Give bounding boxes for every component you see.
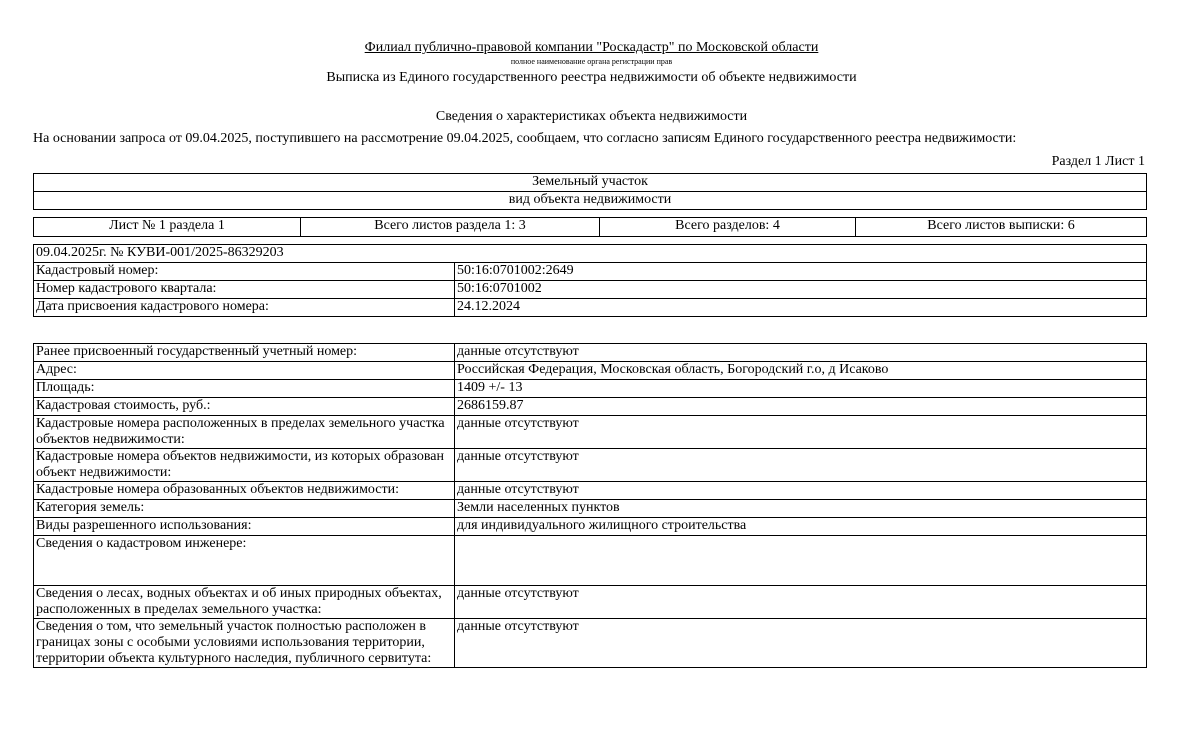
row-label: Дата присвоения кадастрового номера: [34, 299, 455, 317]
row-label: Ранее присвоенный государственный учетный номер: [34, 344, 455, 362]
document-title: Выписка из Единого государственного реестра недвижимости об объекте недвижимости [326, 70, 857, 85]
row-label: Адрес: [34, 362, 455, 380]
document-subtitle: Сведения о характеристиках объекта недвижимости [435, 109, 748, 124]
table-row [34, 500, 1147, 518]
table-row [34, 362, 1147, 380]
ident-table [33, 244, 1147, 317]
organization-name: Филиал публично-правовой компании "Роскадастр" по Московской области [364, 40, 819, 55]
organization-caption: полное наименование органа регистрации прав [510, 57, 673, 66]
row-label: Сведения о лесах, водных объектах и об иных природных объектах, расположенных в пределах земельного участка: [34, 586, 455, 619]
row-value [455, 536, 1147, 586]
row-label: Сведения о том, что земельный участок полностью расположен в границах зоны с особыми условиями использования территории, территории объекта культурного наследия, публичного сервитута: [34, 619, 455, 668]
row-value: 1409 +/- 13 [455, 380, 1147, 398]
row-label: Кадастровые номера образованных объектов недвижимости: [34, 482, 455, 500]
row-label: Кадастровая стоимость, руб.: [34, 398, 455, 416]
table-row [34, 281, 1147, 299]
extract-number: 09.04.2025г. № КУВИ-001/2025-86329203 [34, 245, 1147, 263]
row-value: Российская Федерация, Московская область, Богородский г.о, д Исаково [455, 362, 1147, 380]
table-row [34, 344, 1147, 362]
row-value: 24.12.2024 [455, 299, 1147, 317]
row-label: Кадастровые номера объектов недвижимости, из которых образован объект недвижимости: [34, 449, 455, 482]
row-value: данные отсутствуют [455, 586, 1147, 619]
characteristics-table [33, 343, 1147, 668]
row-value: 50:16:0701002:2649 [455, 263, 1147, 281]
row-value: данные отсутствуют [455, 416, 1147, 449]
row-value: данные отсутствуют [455, 619, 1147, 668]
section-label: Раздел 1 Лист 1 [1051, 154, 1145, 169]
row-label: Категория земель: [34, 500, 455, 518]
row-label: Кадастровые номера расположенных в пределах земельного участка объектов недвижимости: [34, 416, 455, 449]
object-type-caption: вид объекта недвижимости [34, 192, 1147, 210]
basis-text: На основании запроса от 09.04.2025, поступившего на рассмотрение 09.04.2025, сообщаем, что согласно записям Единого государственного реестра недвижимости: [33, 131, 1017, 146]
table-row [34, 482, 1147, 500]
row-label: Сведения о кадастровом инженере: [34, 536, 455, 586]
row-value: 2686159.87 [455, 398, 1147, 416]
total-sheets-extract: Всего листов выписки: 6 [856, 218, 1147, 237]
row-value: для индивидуального жилищного строительства [455, 518, 1147, 536]
table-row [34, 449, 1147, 482]
table-row [34, 263, 1147, 281]
table-row [34, 416, 1147, 449]
sheet-number: Лист № 1 раздела 1 [34, 218, 301, 237]
object-type-value: Земельный участок [34, 174, 1147, 192]
table-row [34, 586, 1147, 619]
row-label: Площадь: [34, 380, 455, 398]
row-label: Кадастровый номер: [34, 263, 455, 281]
row-value: данные отсутствуют [455, 449, 1147, 482]
row-value: 50:16:0701002 [455, 281, 1147, 299]
table-row [34, 619, 1147, 668]
table-row [34, 398, 1147, 416]
total-sheets-section: Всего листов раздела 1: 3 [301, 218, 600, 237]
object-type-table [33, 173, 1147, 210]
sheet-info-table [33, 217, 1147, 237]
row-value: Земли населенных пунктов [455, 500, 1147, 518]
row-value: данные отсутствуют [455, 344, 1147, 362]
total-sections: Всего разделов: 4 [600, 218, 856, 237]
row-value: данные отсутствуют [455, 482, 1147, 500]
table-row [34, 380, 1147, 398]
row-label: Виды разрешенного использования: [34, 518, 455, 536]
row-label: Номер кадастрового квартала: [34, 281, 455, 299]
table-row [34, 518, 1147, 536]
table-row [34, 536, 1147, 586]
table-row [34, 299, 1147, 317]
